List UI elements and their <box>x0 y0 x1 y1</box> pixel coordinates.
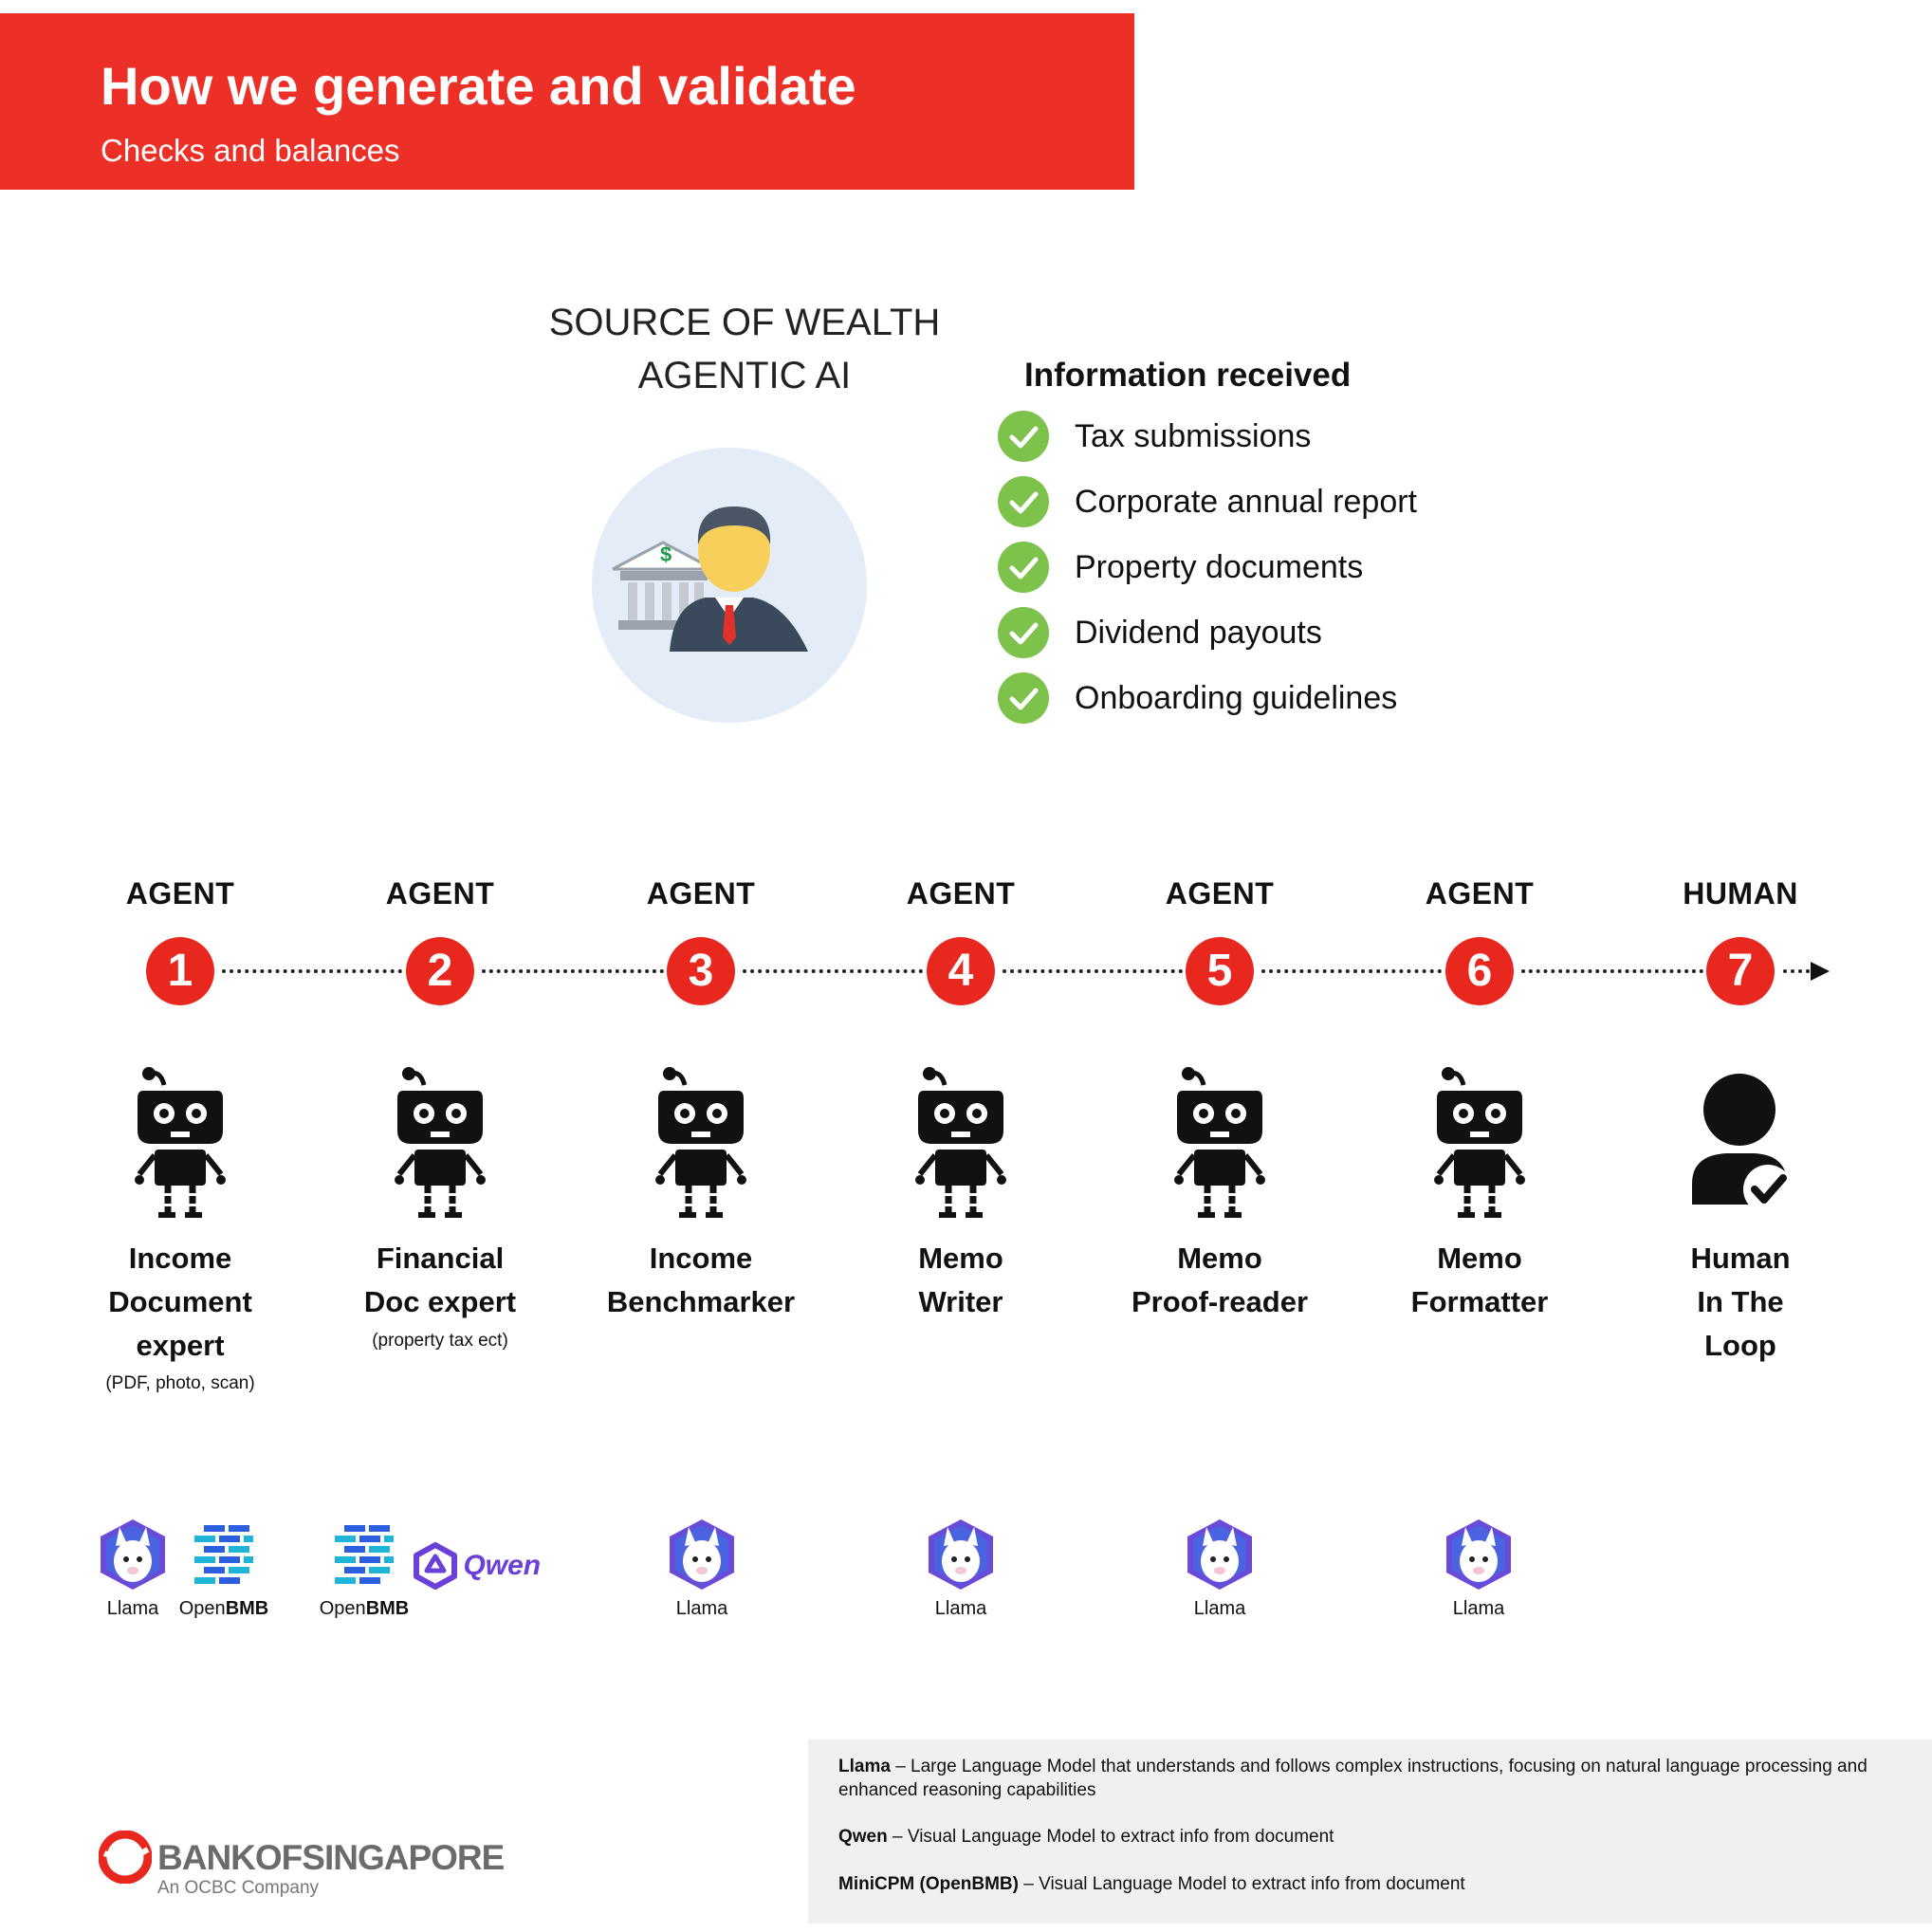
step-name-line: Doc expert <box>363 1285 517 1318</box>
openbmb-prefix: Open <box>319 1598 366 1619</box>
logo-tagline: An OCBC Company <box>157 1878 320 1898</box>
openbmb-suffix: BMB <box>225 1598 269 1619</box>
model-llama <box>666 1518 738 1620</box>
flow-connector <box>1003 969 1183 977</box>
step-name <box>1096 1237 1343 1324</box>
qwen-wordmark: Qwen <box>463 1550 542 1581</box>
source-of-wealth-title <box>512 296 977 402</box>
step-name-line: expert <box>136 1329 225 1362</box>
step-name-line: Proof-reader <box>1131 1285 1309 1318</box>
legend-term: Qwen <box>838 1827 888 1847</box>
step-note: (property tax ect) <box>372 1331 508 1351</box>
model-llama <box>925 1518 997 1620</box>
model-llama <box>1443 1518 1515 1620</box>
robot-icon <box>1427 1062 1532 1220</box>
info-item-label: Onboarding guidelines <box>1075 679 1398 716</box>
legend-term: MiniCPM (OpenBMB) <box>838 1874 1019 1894</box>
model-label: Llama <box>106 1598 159 1619</box>
info-item <box>998 606 1322 659</box>
step-name-line: Writer <box>918 1285 1003 1318</box>
step-name <box>578 1237 824 1324</box>
info-item-label: Dividend payouts <box>1075 614 1322 651</box>
flow-connector <box>1521 969 1703 977</box>
robot-icon <box>909 1062 1013 1220</box>
info-item <box>998 672 1397 725</box>
step-name-line: Benchmarker <box>606 1285 796 1318</box>
check-circle-icon <box>998 542 1049 593</box>
step-number-badge: 4 <box>927 937 995 1005</box>
flow-connector <box>743 969 923 977</box>
robot-icon <box>388 1062 492 1220</box>
step-name-line: Income <box>128 1242 232 1275</box>
step-type-label: AGENT <box>1425 876 1535 911</box>
step-name <box>317 1237 563 1324</box>
check-circle-icon <box>998 672 1049 724</box>
model-llama <box>97 1518 169 1620</box>
step-name-line: Financial <box>376 1242 505 1275</box>
info-item <box>998 410 1311 463</box>
step-name-line: Income <box>649 1242 753 1275</box>
step-number-badge: 2 <box>406 937 474 1005</box>
step-type-label: AGENT <box>646 876 756 911</box>
step-name <box>837 1237 1084 1324</box>
model-legend <box>808 1739 1932 1923</box>
step-type-label: AGENT <box>385 876 495 911</box>
page-title: How we generate and validate <box>101 56 856 116</box>
qwen-logo-icon <box>412 1542 459 1590</box>
step-type-label: AGENT <box>1165 876 1275 911</box>
step-name <box>1617 1237 1864 1368</box>
info-title: Information received <box>1024 357 1352 394</box>
info-item-label: Tax submissions <box>1075 417 1312 454</box>
llama-logo-icon <box>1443 1518 1515 1593</box>
legend-description: – Visual Language Model to extract info from document <box>1018 1874 1465 1894</box>
check-circle-icon <box>998 411 1049 462</box>
legend-description: – Visual Language Model to extract info from document <box>887 1827 1334 1847</box>
legend-term: Llama <box>838 1757 891 1776</box>
llama-logo-icon <box>97 1518 169 1593</box>
info-item <box>998 475 1417 528</box>
model-label: Llama <box>1193 1598 1246 1619</box>
banker-illustration <box>592 448 867 723</box>
step-type-label: HUMAN <box>1683 876 1798 911</box>
info-item-label: Corporate annual report <box>1075 483 1418 520</box>
step-type-label: AGENT <box>906 876 1016 911</box>
openbmb-logo-icon <box>331 1518 397 1593</box>
openbmb-logo-icon <box>191 1518 257 1593</box>
source-title-line1: SOURCE OF WEALTH <box>548 302 941 343</box>
check-circle-icon <box>998 607 1049 658</box>
flow-connector <box>1261 969 1442 977</box>
model-openbmb <box>176 1518 271 1620</box>
model-qwen <box>412 1542 554 1590</box>
flow-connector <box>1783 969 1810 977</box>
logo-wordmark: BANKOFSINGAPORE <box>157 1838 505 1877</box>
step-number-badge: 6 <box>1445 937 1514 1005</box>
robot-icon <box>128 1062 232 1220</box>
model-label <box>317 1598 412 1620</box>
step-number-badge: 5 <box>1186 937 1254 1005</box>
robot-icon <box>649 1062 753 1220</box>
step-name-line: Memo <box>918 1242 1003 1275</box>
bank-of-singapore-logo <box>99 1831 505 1898</box>
header-banner <box>0 13 1134 190</box>
step-name-line: Memo <box>1177 1242 1262 1275</box>
step-name-line: Memo <box>1437 1242 1522 1275</box>
llama-logo-icon <box>666 1518 738 1593</box>
page-subtitle: Checks and balances <box>101 133 400 168</box>
info-item-label: Property documents <box>1075 548 1364 585</box>
step-note: (PDF, photo, scan) <box>105 1373 255 1393</box>
legend-llama <box>838 1755 1891 1802</box>
step-number-badge: 1 <box>146 937 214 1005</box>
flow-arrowhead <box>1811 962 1830 981</box>
flow-connector <box>482 969 664 977</box>
robot-icon <box>1168 1062 1272 1220</box>
step-name-line: Document <box>108 1285 252 1318</box>
llama-logo-icon <box>1184 1518 1256 1593</box>
legend-description: – Large Language Model that understands and follows complex instructions, focusing on natural language processing and enhanced reasoning capabilities <box>838 1757 1868 1800</box>
legend-qwen <box>838 1825 1891 1849</box>
model-label: Llama <box>934 1598 987 1619</box>
svg-text:$: $ <box>660 543 672 566</box>
step-name-line: Formatter <box>1410 1285 1549 1318</box>
step-number-badge: 7 <box>1706 937 1775 1005</box>
step-name-line: Human <box>1690 1242 1791 1275</box>
model-label: Llama <box>1452 1598 1505 1619</box>
legend-minicpm <box>838 1872 1891 1896</box>
flow-connector <box>222 969 402 977</box>
model-label <box>176 1598 271 1620</box>
bank-logo-icon <box>99 1831 152 1884</box>
openbmb-suffix: BMB <box>365 1598 410 1619</box>
human-verified-icon <box>1688 1062 1793 1220</box>
llama-logo-icon <box>925 1518 997 1593</box>
model-openbmb <box>317 1518 412 1620</box>
source-title-line2: AGENTIC AI <box>637 355 852 396</box>
model-label: Llama <box>675 1598 728 1619</box>
model-llama <box>1184 1518 1256 1620</box>
step-name-line: In The <box>1697 1285 1784 1318</box>
step-type-label: AGENT <box>125 876 235 911</box>
step-name <box>57 1237 304 1368</box>
check-circle-icon <box>998 476 1049 527</box>
step-number-badge: 3 <box>667 937 735 1005</box>
info-item <box>998 541 1363 594</box>
step-name <box>1356 1237 1603 1324</box>
step-name-line: Loop <box>1704 1329 1776 1362</box>
openbmb-prefix: Open <box>178 1598 226 1619</box>
